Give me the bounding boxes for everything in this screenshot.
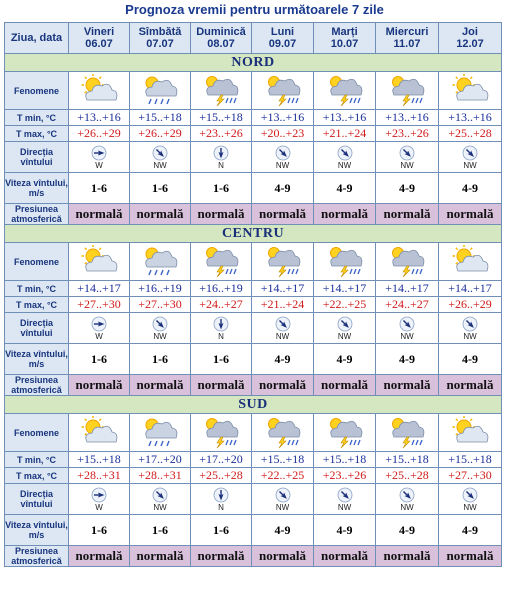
- wind-speed-cell: 4-9: [376, 173, 439, 204]
- wind-speed-cell: 1-6: [130, 344, 191, 375]
- wind-direction-label: W: [95, 160, 103, 170]
- row-label-tmax: T max, °C: [5, 126, 69, 142]
- row-label-phenomena: Fenomene: [5, 243, 69, 281]
- row-label-tmax: T max, °C: [5, 468, 69, 484]
- wind-arrow-icon: [399, 145, 415, 161]
- storm-icon: [388, 245, 426, 278]
- day-name: Luni: [270, 26, 295, 38]
- phenomena-row: [5, 72, 502, 110]
- wind-speed-cell: 4-9: [252, 515, 314, 546]
- row-label-wind-direction: Direcția vîntului: [5, 484, 69, 515]
- phenomena-cell: [69, 243, 130, 281]
- wind-direction-cell: [314, 142, 376, 173]
- row-label-wind-direction: Direcția vîntului: [5, 142, 69, 173]
- tmax-cell: +24..+27: [376, 297, 439, 313]
- row-label-wind-speed: Viteza vîntului, m/s: [5, 344, 69, 375]
- wind-arrow-icon: [213, 145, 229, 161]
- sun-rain-icon: [141, 74, 179, 107]
- phenomena-cell: [191, 243, 252, 281]
- day-date: 11.07: [393, 38, 421, 50]
- wind-speed-cell: 1-6: [130, 515, 191, 546]
- phenomena-cell: [252, 72, 314, 110]
- wind-direction-label: NW: [153, 331, 167, 341]
- pressure-cell: normală: [191, 375, 252, 396]
- wind-direction-cell: [252, 142, 314, 173]
- tmin-cell: +14..+17: [376, 281, 439, 297]
- tmin-cell: +15..+18: [69, 452, 130, 468]
- tmax-cell: +27..+30: [439, 468, 502, 484]
- row-label-tmin: T min, °C: [5, 281, 69, 297]
- wind-speed-row: [5, 173, 502, 204]
- day-date: 12.07: [456, 38, 484, 50]
- wind-arrow-icon: [152, 487, 168, 503]
- wind-direction-cell: [252, 484, 314, 515]
- day-date: 07.07: [146, 38, 174, 50]
- phenomena-cell: [376, 414, 439, 452]
- wind-direction-label: NW: [463, 331, 477, 341]
- phenomena-cell: [376, 72, 439, 110]
- day-name: Marți: [331, 26, 358, 38]
- phenomena-cell: [314, 243, 376, 281]
- storm-icon: [202, 74, 240, 107]
- tmax-cell: +26..+29: [130, 126, 191, 142]
- wind-direction-row: [5, 313, 502, 344]
- tmin-cell: +15..+18: [314, 452, 376, 468]
- wind-direction-cell: [439, 313, 502, 344]
- sun-cloud-icon: [80, 245, 118, 278]
- pressure-cell: normală: [314, 546, 376, 567]
- wind-arrow-icon: [399, 316, 415, 332]
- storm-icon: [264, 245, 302, 278]
- wind-speed-cell: 4-9: [314, 173, 376, 204]
- tmax-row: [5, 126, 502, 142]
- tmin-cell: +14..+17: [69, 281, 130, 297]
- wind-arrow-icon: [399, 487, 415, 503]
- tmax-cell: +25..+28: [439, 126, 502, 142]
- pressure-cell: normală: [191, 546, 252, 567]
- wind-arrow-icon: [213, 316, 229, 332]
- tmin-cell: +14..+17: [314, 281, 376, 297]
- wind-direction-cell: [69, 484, 130, 515]
- storm-icon: [202, 245, 240, 278]
- page-title: Prognoza vremii pentru următoarele 7 zile: [125, 2, 384, 17]
- tmin-cell: +13..+16: [69, 110, 130, 126]
- wind-direction: [252, 145, 313, 170]
- storm-icon: [202, 416, 240, 449]
- wind-direction: [191, 145, 251, 170]
- tmax-cell: +27..+30: [130, 297, 191, 313]
- wind-arrow-icon: [337, 316, 353, 332]
- day-date: 08.07: [207, 38, 235, 50]
- tmax-cell: +22..+25: [252, 468, 314, 484]
- tmax-cell: +21..+24: [252, 297, 314, 313]
- tmax-row: [5, 297, 502, 313]
- wind-arrow-icon: [152, 316, 168, 332]
- wind-direction-label: NW: [400, 502, 414, 512]
- pressure-cell: normală: [252, 546, 314, 567]
- wind-direction-cell: [191, 313, 252, 344]
- tmin-row: [5, 281, 502, 297]
- wind-direction-row: [5, 484, 502, 515]
- tmin-cell: +15..+18: [439, 452, 502, 468]
- wind-direction: [69, 487, 129, 512]
- wind-direction-cell: [69, 142, 130, 173]
- pressure-cell: normală: [252, 375, 314, 396]
- tmin-cell: +17..+20: [191, 452, 252, 468]
- phenomena-cell: [69, 414, 130, 452]
- day-header: [314, 23, 376, 54]
- wind-direction-label: NW: [337, 160, 352, 170]
- pressure-cell: normală: [191, 204, 252, 225]
- wind-direction-label: NW: [153, 502, 167, 512]
- region-name: NORD: [5, 54, 502, 72]
- wind-direction: [439, 145, 501, 170]
- wind-speed-row: [5, 515, 502, 546]
- pressure-row: [5, 204, 502, 225]
- wind-speed-cell: 4-9: [376, 344, 439, 375]
- row-label-phenomena: Fenomene: [5, 414, 69, 452]
- wind-direction-cell: [439, 142, 502, 173]
- phenomena-row: [5, 243, 502, 281]
- row-label-pressure: Presiunea atmosferică: [5, 375, 69, 396]
- tmax-cell: +25..+28: [191, 468, 252, 484]
- tmin-cell: +13..+16: [252, 110, 314, 126]
- region-row: [5, 225, 502, 243]
- storm-icon: [326, 245, 364, 278]
- row-label-wind-speed: Viteza vîntului, m/s: [5, 173, 69, 204]
- region-name: CENTRU: [5, 225, 502, 243]
- day-header: [439, 23, 502, 54]
- tmax-cell: +25..+28: [376, 468, 439, 484]
- tmin-cell: +13..+16: [439, 110, 502, 126]
- phenomena-cell: [252, 414, 314, 452]
- day-header: [69, 23, 130, 54]
- row-label-wind-speed: Viteza vîntului, m/s: [5, 515, 69, 546]
- storm-icon: [264, 74, 302, 107]
- wind-direction-cell: [130, 142, 191, 173]
- phenomena-cell: [191, 72, 252, 110]
- wind-speed-cell: 1-6: [69, 173, 130, 204]
- day-name: Joi: [462, 26, 478, 38]
- wind-direction-cell: [376, 484, 439, 515]
- sun-rain-icon: [141, 416, 179, 449]
- sun-rain-icon: [141, 245, 179, 278]
- tmin-cell: +15..+18: [376, 452, 439, 468]
- pressure-cell: normală: [439, 375, 502, 396]
- phenomena-cell: [439, 414, 502, 452]
- wind-direction: [314, 145, 375, 170]
- pressure-cell: normală: [130, 546, 191, 567]
- wind-direction-label: NW: [275, 331, 290, 341]
- row-label-phenomena: Fenomene: [5, 72, 69, 110]
- wind-speed-cell: 1-6: [191, 344, 252, 375]
- wind-arrow-icon: [152, 145, 168, 161]
- tmax-cell: +27..+30: [69, 297, 130, 313]
- wind-arrow-icon: [462, 145, 478, 161]
- wind-arrow-icon: [337, 145, 353, 161]
- wind-direction-label: N: [218, 160, 224, 170]
- wind-arrow-icon: [91, 316, 107, 332]
- wind-direction: [130, 487, 190, 512]
- wind-arrow-icon: [462, 487, 478, 503]
- tmax-cell: +24..+27: [191, 297, 252, 313]
- phenomena-row: [5, 414, 502, 452]
- row-label-wind-direction: Direcția vîntului: [5, 313, 69, 344]
- row-label-tmin: T min, °C: [5, 110, 69, 126]
- wind-direction-cell: [314, 484, 376, 515]
- wind-speed-cell: 1-6: [69, 515, 130, 546]
- storm-icon: [326, 74, 364, 107]
- wind-direction: [69, 316, 129, 341]
- wind-direction-label: NW: [400, 331, 414, 341]
- phenomena-cell: [439, 72, 502, 110]
- pressure-cell: normală: [376, 375, 439, 396]
- wind-direction-label: N: [218, 502, 224, 512]
- row-label-pressure: Presiunea atmosferică: [5, 204, 69, 225]
- wind-direction-label: NW: [337, 331, 352, 341]
- pressure-cell: normală: [69, 375, 130, 396]
- sun-cloud-icon: [451, 416, 489, 449]
- wind-direction-label: NW: [153, 160, 167, 170]
- pressure-cell: normală: [376, 546, 439, 567]
- wind-direction-label: NW: [463, 160, 477, 170]
- wind-direction-label: NW: [463, 502, 477, 512]
- sun-cloud-icon: [80, 74, 118, 107]
- wind-speed-cell: 4-9: [439, 344, 502, 375]
- pressure-cell: normală: [314, 204, 376, 225]
- pressure-cell: normală: [314, 375, 376, 396]
- wind-speed-cell: 4-9: [439, 173, 502, 204]
- wind-speed-cell: 4-9: [252, 173, 314, 204]
- sun-cloud-icon: [80, 416, 118, 449]
- storm-icon: [388, 416, 426, 449]
- day-header: [376, 23, 439, 54]
- phenomena-cell: [130, 72, 191, 110]
- wind-arrow-icon: [275, 316, 291, 332]
- wind-direction: [376, 145, 438, 170]
- wind-speed-cell: 1-6: [191, 173, 252, 204]
- wind-direction-cell: [130, 484, 191, 515]
- wind-arrow-icon: [213, 487, 229, 503]
- pressure-cell: normală: [69, 204, 130, 225]
- tmax-row: [5, 468, 502, 484]
- sun-cloud-icon: [451, 245, 489, 278]
- tmin-cell: +15..+18: [130, 110, 191, 126]
- pressure-row: [5, 375, 502, 396]
- tmax-cell: +26..+29: [439, 297, 502, 313]
- tmin-cell: +15..+18: [252, 452, 314, 468]
- tmax-cell: +28..+31: [69, 468, 130, 484]
- wind-arrow-icon: [91, 145, 107, 161]
- storm-icon: [388, 74, 426, 107]
- phenomena-cell: [314, 72, 376, 110]
- phenomena-cell: [130, 243, 191, 281]
- wind-arrow-icon: [91, 487, 107, 503]
- day-date: 06.07: [85, 38, 113, 50]
- wind-direction: [314, 487, 375, 512]
- tmax-cell: +26..+29: [69, 126, 130, 142]
- wind-speed-cell: 4-9: [376, 515, 439, 546]
- wind-direction: [314, 316, 375, 341]
- wind-direction: [252, 316, 313, 341]
- tmax-cell: +23..+26: [314, 468, 376, 484]
- day-date: 10.07: [330, 38, 359, 50]
- storm-icon: [326, 416, 364, 449]
- wind-direction-label: N: [218, 331, 224, 341]
- pressure-cell: normală: [439, 204, 502, 225]
- wind-direction-cell: [376, 313, 439, 344]
- tmin-cell: +14..+17: [252, 281, 314, 297]
- tmin-cell: +17..+20: [130, 452, 191, 468]
- tmax-cell: +23..+26: [191, 126, 252, 142]
- tmin-row: [5, 110, 502, 126]
- day-header: [252, 23, 314, 54]
- wind-speed-cell: 4-9: [439, 515, 502, 546]
- wind-direction: [69, 145, 129, 170]
- wind-direction-label: NW: [275, 502, 290, 512]
- tmin-cell: +13..+16: [376, 110, 439, 126]
- pressure-cell: normală: [252, 204, 314, 225]
- wind-direction-cell: [130, 313, 191, 344]
- header-row: [5, 23, 502, 54]
- tmax-cell: +23..+26: [376, 126, 439, 142]
- phenomena-cell: [191, 414, 252, 452]
- wind-arrow-icon: [275, 145, 291, 161]
- pressure-row: [5, 546, 502, 567]
- pressure-cell: normală: [439, 546, 502, 567]
- tmin-cell: +16..+19: [130, 281, 191, 297]
- wind-direction-row: [5, 142, 502, 173]
- wind-direction: [376, 316, 438, 341]
- wind-direction-label: NW: [400, 160, 414, 170]
- wind-direction: [439, 316, 501, 341]
- wind-arrow-icon: [337, 487, 353, 503]
- wind-direction-label: NW: [275, 160, 290, 170]
- phenomena-cell: [376, 243, 439, 281]
- tmax-cell: +21..+24: [314, 126, 376, 142]
- wind-direction-cell: [191, 484, 252, 515]
- tmin-row: [5, 452, 502, 468]
- day-header: [191, 23, 252, 54]
- wind-direction-label: NW: [337, 502, 352, 512]
- wind-arrow-icon: [275, 487, 291, 503]
- wind-direction-cell: [314, 313, 376, 344]
- tmin-cell: +16..+19: [191, 281, 252, 297]
- day-header: [130, 23, 191, 54]
- pressure-cell: normală: [130, 204, 191, 225]
- day-name: Miercuri: [385, 26, 429, 38]
- region-row: [5, 396, 502, 414]
- tmin-cell: +13..+16: [314, 110, 376, 126]
- wind-speed-row: [5, 344, 502, 375]
- wind-speed-cell: 1-6: [69, 344, 130, 375]
- pressure-cell: normală: [130, 375, 191, 396]
- wind-speed-cell: 4-9: [252, 344, 314, 375]
- tmax-cell: +22..+25: [314, 297, 376, 313]
- wind-speed-cell: 4-9: [314, 344, 376, 375]
- wind-speed-cell: 1-6: [191, 515, 252, 546]
- wind-direction-cell: [252, 313, 314, 344]
- tmax-cell: +28..+31: [130, 468, 191, 484]
- pressure-cell: normală: [69, 546, 130, 567]
- sun-cloud-icon: [451, 74, 489, 107]
- row-label-tmax: T max, °C: [5, 297, 69, 313]
- pressure-cell: normală: [376, 204, 439, 225]
- tmax-cell: +20..+23: [252, 126, 314, 142]
- wind-direction-label: W: [95, 331, 103, 341]
- wind-direction-cell: [439, 484, 502, 515]
- wind-direction-cell: [376, 142, 439, 173]
- storm-icon: [264, 416, 302, 449]
- wind-direction: [130, 316, 190, 341]
- tmin-cell: +14..+17: [439, 281, 502, 297]
- wind-direction: [252, 487, 313, 512]
- wind-direction-cell: [69, 313, 130, 344]
- wind-direction: [376, 487, 438, 512]
- wind-direction: [191, 316, 251, 341]
- wind-direction-label: W: [95, 502, 103, 512]
- wind-speed-cell: 1-6: [130, 173, 191, 204]
- wind-speed-cell: 4-9: [314, 515, 376, 546]
- day-name: Vineri: [83, 26, 115, 38]
- wind-direction: [191, 487, 251, 512]
- phenomena-cell: [314, 414, 376, 452]
- phenomena-cell: [252, 243, 314, 281]
- wind-direction-cell: [191, 142, 252, 173]
- region-name: SUD: [5, 396, 502, 414]
- phenomena-cell: [439, 243, 502, 281]
- day-name: Sîmbătă: [138, 26, 182, 38]
- forecast-table: [4, 22, 502, 567]
- phenomena-cell: [130, 414, 191, 452]
- phenomena-cell: [69, 72, 130, 110]
- row-label-tmin: T min, °C: [5, 452, 69, 468]
- wind-arrow-icon: [462, 316, 478, 332]
- header-label: Ziua, data: [5, 23, 69, 54]
- wind-direction: [130, 145, 190, 170]
- wind-direction: [439, 487, 501, 512]
- day-date: 09.07: [268, 38, 297, 50]
- row-label-pressure: Presiunea atmosferică: [5, 546, 69, 567]
- region-row: [5, 54, 502, 72]
- day-name: Duminică: [196, 26, 246, 38]
- tmin-cell: +15..+18: [191, 110, 252, 126]
